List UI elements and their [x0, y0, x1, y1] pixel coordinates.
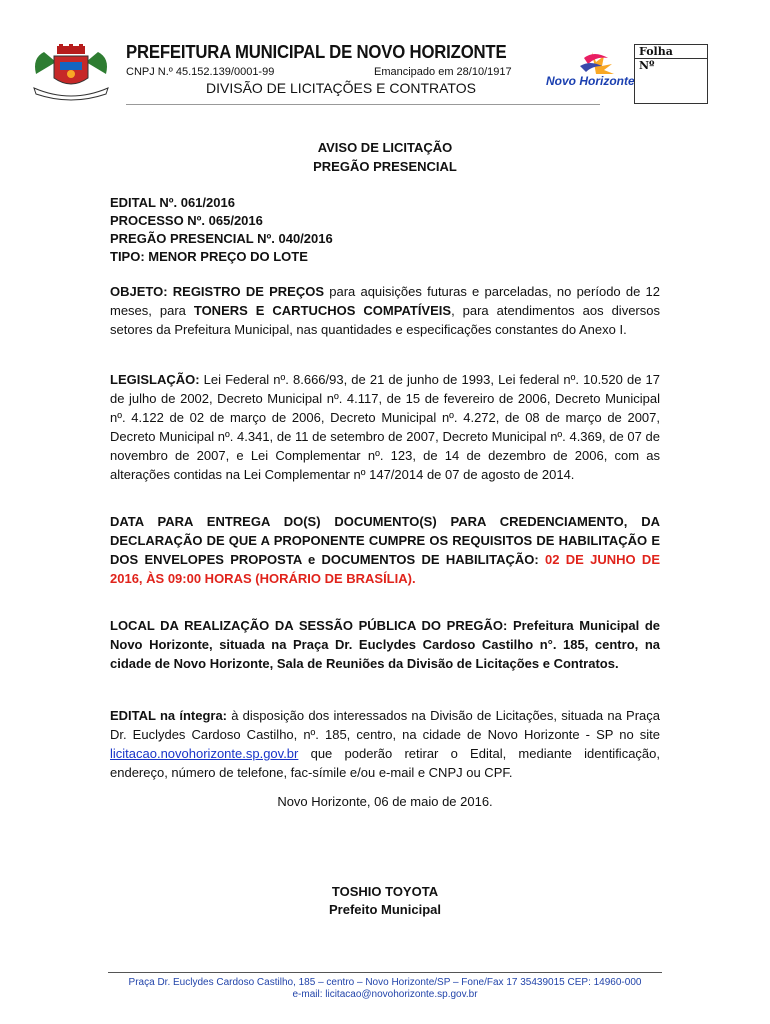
objeto-text-1: para aquisições futuras e parceladas, no período de 12 meses, para	[110, 284, 660, 318]
numero-label: Nº	[639, 59, 655, 72]
objeto-label: OBJETO: REGISTRO DE PREÇOS	[110, 284, 325, 299]
edital-integra-paragraph	[110, 706, 660, 782]
cnpj-text: CNPJ N.º 45.152.139/0001-99	[126, 66, 275, 78]
legislacao-paragraph	[110, 370, 660, 484]
objeto-paragraph	[110, 282, 660, 339]
edital-integra-text-2: que poderão retirar o Edital, mediante identificação, endereço, número de telefone, fac-símile e/ou e-mail e CNPJ ou CPF.	[110, 746, 660, 780]
date-place: Novo Horizonte, 06 de maio de 2016.	[277, 794, 493, 809]
local-text: LOCAL DA REALIZAÇÃO DA SESSÃO PÚBLICA DO PREGÃO: Prefeitura Municipal de Novo Horizonte, situada na Praça Dr. Euclydes Cardoso Castilho n°. 185, centro, na cidade de Novo Horizonte, Sala de Reuniões da Divisão de Licitações e Contratos.	[110, 618, 660, 671]
edital-number: EDITAL Nº. 061/2016	[110, 195, 235, 210]
objeto-text-2: , para atendimentos aos diversos setores da Prefeitura Municipal, nas quantidades e especificações constantes do Anexo I.	[110, 303, 660, 337]
aviso-title: AVISO DE LICITAÇÃO	[317, 140, 453, 155]
data-entrega-paragraph	[110, 512, 660, 588]
header-divider	[126, 104, 600, 105]
local-paragraph	[110, 616, 660, 673]
signatory-name: TOSHIO TOYOTA	[331, 884, 439, 899]
novo-horizonte-logo	[544, 48, 635, 90]
municipal-coat-of-arms-icon	[30, 44, 112, 102]
emancipation-date: Emancipado em 28/10/1917	[374, 66, 512, 78]
footer-email: e-mail: licitacao@novohorizonte.sp.gov.br	[292, 989, 478, 1000]
signatory-role: Prefeito Municipal	[329, 902, 441, 917]
division-name: DIVISÃO DE LICITAÇÕES E CONTRATOS	[206, 80, 476, 96]
edital-integra-label: EDITAL na íntegra:	[110, 708, 228, 723]
objeto-bold: TONERS E CARTUCHOS COMPATÍVEIS	[193, 303, 452, 318]
footer-divider	[108, 972, 662, 973]
folha-box	[634, 44, 708, 104]
page-title: PREFEITURA MUNICIPAL DE NOVO HORIZONTE	[126, 42, 507, 62]
edital-info	[110, 194, 660, 266]
logo-text: Novo Horizonte	[546, 74, 635, 88]
folha-label: Folha	[635, 45, 707, 59]
legislacao-label: LEGISLAÇÃO:	[110, 372, 200, 387]
pregao-number: PREGÃO PRESENCIAL Nº. 040/2016	[110, 231, 333, 246]
aviso-subtitle: PREGÃO PRESENCIAL	[313, 159, 457, 174]
data-entrega-text: DATA PARA ENTREGA DO(S) DOCUMENTO(S) PARA CREDENCIAMENTO, DA DECLARAÇÃO DE QUE A PROPONENTE CUMPRE OS REQUISITOS DE HABILITAÇÃO E DOS ENVELOPES PROPOSTA e DOCUMENTOS DE HABILITAÇÃO:	[110, 514, 660, 567]
processo-number: PROCESSO Nº. 065/2016	[110, 213, 263, 228]
edital-integra-text-1: à disposição dos interessados na Divisão de Licitações, situada na Praça Dr. Euclydes Cardoso Castilho, nº. 185, centro, na cidade de Novo Horizonte - SP no site	[110, 708, 660, 742]
licitacao-site-link[interactable]: licitacao.novohorizonte.sp.gov.br	[110, 746, 299, 761]
legislacao-text: Lei Federal nº. 8.666/93, de 21 de junho de 1993, Lei federal nº. 10.520 de 17 de julho de 2002, Decreto Municipal nº. 4.117, de 15 de fevereiro de 2006, Decreto Municipal nº. 4.122 de 02 de março de 2006, Decreto Municipal nº. 4.272, de 08 de março de 2007, Decreto Municipal nº. 4.341, de 11 de setembro de 2007, Decreto Municipal nº. 4.369, de 07 de novembro de 2007, e Lei Complementar nº. 123, de 14 de dezembro de 2006, com as alterações contidas na Lei Complementar nº 147/2014 de 07 de agosto de 2014.	[110, 372, 660, 482]
footer-address: Praça Dr. Euclydes Cardoso Castilho, 185 – centro – Novo Horizonte/SP – Fone/Fax 17 35439015 CEP: 14960-000	[128, 977, 642, 988]
tipo-text: TIPO: MENOR PREÇO DO LOTE	[110, 249, 308, 264]
data-entrega-date: 02 DE JUNHO DE 2016, ÀS 09:00 HORAS (HORÁRIO DE BRASÍLIA).	[110, 552, 660, 586]
